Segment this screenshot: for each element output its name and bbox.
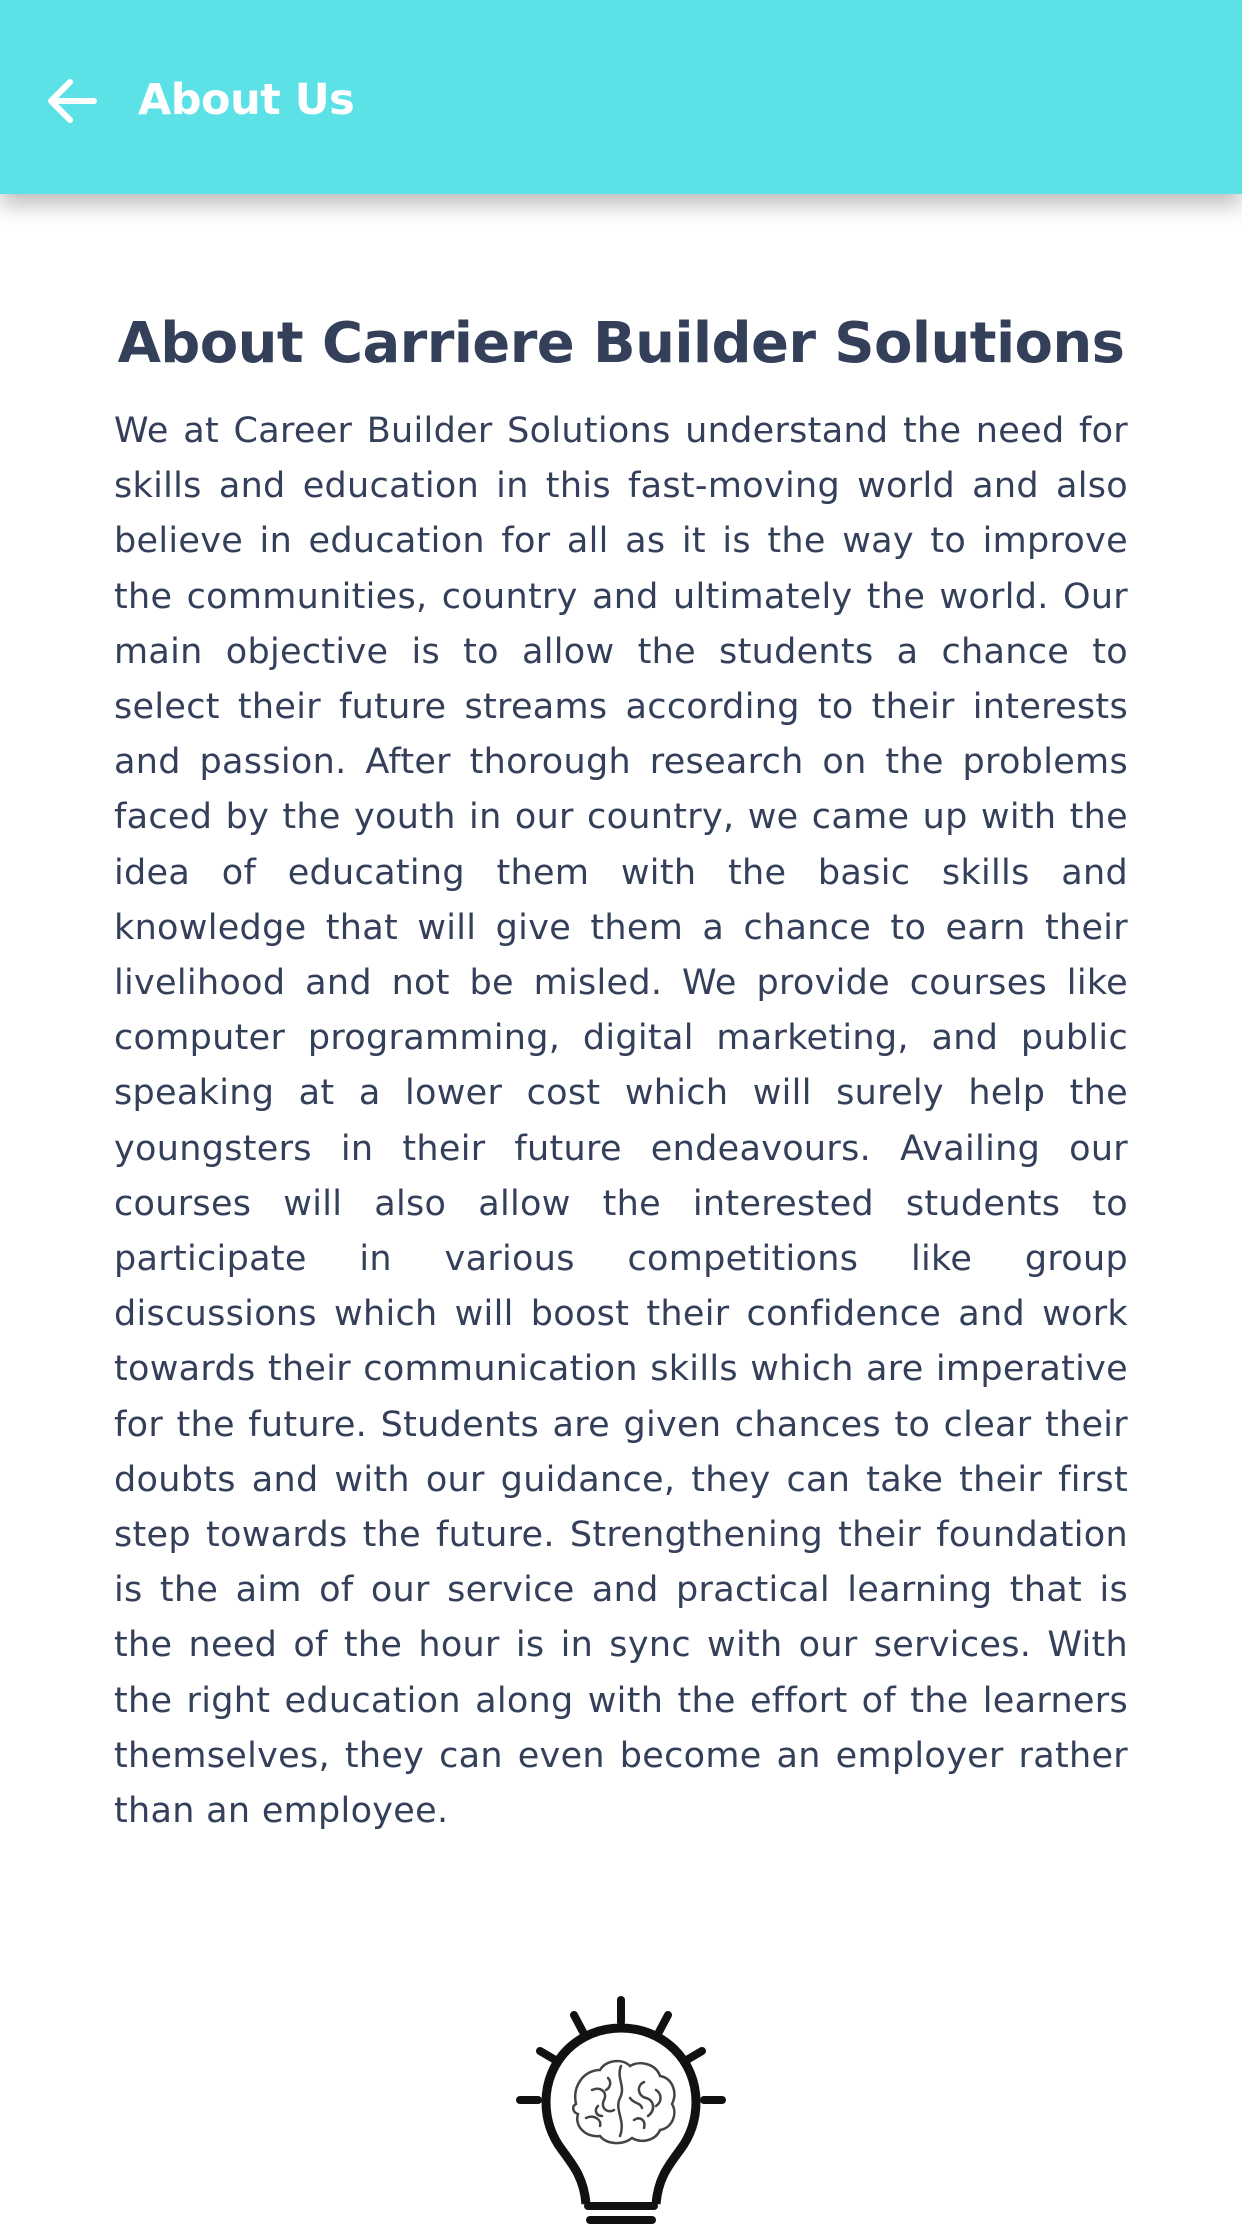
app-bar — [0, 0, 1242, 194]
arrow-left-icon — [44, 73, 100, 129]
back-button[interactable] — [44, 73, 100, 129]
about-paragraph: We at Career Builder Solutions understand the need for skills and education in this fast-moving world and also believe in education for all as it is the way to improve the communities, country and ultimately the world. Our main objective is to allow the students a chance to select their future streams according to their interests and passion. After thorough research on the problems faced by the youth in our country, we came up with the idea of educating them with the basic skills and knowledge that will give them a chance to earn their livelihood and not be misled. We provide courses like computer programming, digital marketing, and public speaking at a lower cost which will surely help the youngsters in their future endeavours. Availing our courses will also allow the interested students to participate in various competitions like group discussions which will boost their confidence and work towards their communication skills which are imperative for the future. Students are given chances to clear their doubts and with our guidance, they can take their first step towards the future. Strengthening their foundation is the aim of our service and practical learning that is the need of the hour is in sync with our services. With the right education along with the effort of the learners themselves, they can even become an employer rather than an employee. — [114, 411, 1128, 1832]
about-content — [0, 194, 1242, 2208]
app-bar-title: About Us — [138, 75, 355, 125]
lightbulb-brain-icon — [516, 1994, 726, 2224]
page-title: About Carriere Builder Solutions — [117, 311, 1125, 376]
